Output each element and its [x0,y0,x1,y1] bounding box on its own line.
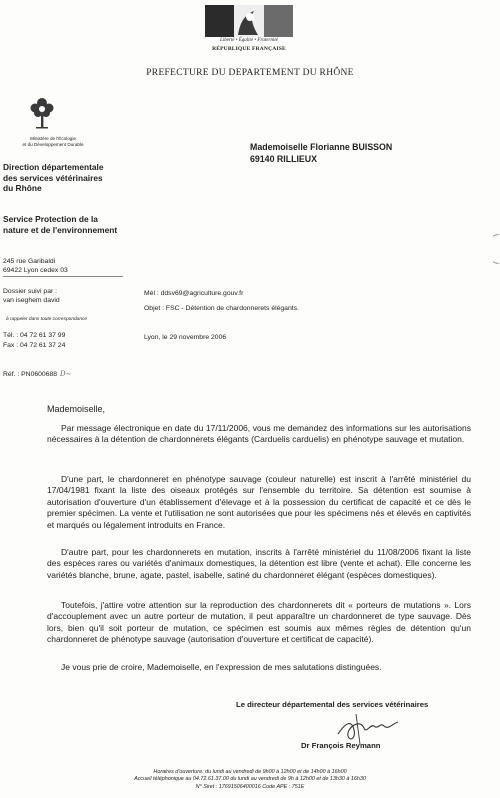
phone-number: Tél. : 04 72 61 37 99 [3,332,66,339]
prefecture-heading: PREFECTURE DU DEPARTEMENT DU RHÔNE [146,68,354,78]
flag-icon [205,5,293,37]
sender-service [3,214,143,235]
service-line: Service Protection de la [3,214,98,224]
paragraph [47,662,471,673]
ministry-line: Ministère de l'Écologie [30,136,76,141]
ministry-name [8,136,98,147]
republic-motto: Liberté • Égalité • Fraternité [220,38,278,43]
signatory-name: Dr François Reymann [301,741,381,750]
paragraph [47,474,471,531]
address-line: 245 rue Garibaldi [3,258,56,265]
footer-hours: Horaires d'ouverture: du lundi au vendredi de 9h00 à 12h00 et de 14h00 à 16h00 [153,769,347,775]
paragraph-text: D'autre part, pour les chardonnerets en mutation, inscrits à l'arrêté ministériel du 11/08/2006 fixant la liste des espèces rares ou variétés d'animaux domestiques, la détention est libre (vente et achat). Elle concerne les variétés blanche, brune, agate, pastel, isabelle, satiné du chardonneret élégant (espèces domestiques). [47,547,471,580]
reference [3,370,183,378]
recall-note: à rappeler dans toute correspondance [6,317,88,322]
sender-address [3,258,133,275]
signatory-title: Le directeur départemental des services vétérinaires [236,700,429,709]
ministry-line: et du Développement Durable [22,141,84,147]
department-line: du Rhône [3,183,42,193]
paragraph-text: Je vous prie de croire, Mademoiselle, en l'expression de mes salutations distinguées. [61,662,382,672]
recipient-block [250,141,490,165]
dossier-name: van iseghem david [3,296,60,304]
reference-number: Réf. : PN0600688 [3,371,58,378]
republic-label: RÉPUBLIQUE FRANÇAISE [212,46,286,52]
paragraph-text: D'une part, le chardonneret en phénotype sauvage (couleur naturelle) est inscrit à l'arrêté ministériel du 17/04/1981 fixant la liste des oiseaux protégés sur l'ensemble du territoire. Sa détention est soumise à autorisation d'ouverture d'un établissement d'élevage et à la possession du certificat de capacité et ce dès le premier spécimen. La vente et l'utilisation ne sont autorisées que pour les spécimens nés et élevés en captivités et marqués ou légalement introduits en France. [47,474,471,530]
department-line: des services vétérinaires [3,172,103,183]
fax-number: Fax : 04 72 61 37 24 [3,341,66,349]
address-line: 69422 Lyon cedex 03 [3,266,68,274]
paragraph [47,547,471,581]
paragraph-text: Toutefois, j'attire votre attention sur la reproduction des chardonnerets dit « porteurs de mutations ». Lors d'accouplement avec un autre porteur de mutation, il peut apparaître un chardonneret de type sauvage. Dès lors, bien qu'il soit porteur de mutation, ce spécimen est soumis aux mêmes règles de détention qu'un chardonneret de phénotype sauvage (autorisation d'ouverture et certificat de capacité). [47,600,471,645]
marianne-logo [205,5,293,57]
handwritten-initials: D∼ [60,370,72,378]
address-divider [3,276,123,277]
dossier-label: Dossier suivi par : [3,288,58,295]
date-line: Lyon, le 29 novembre 2006 [144,334,227,341]
service-line: nature et de l'environnement [3,224,118,235]
recipient-name: Mademoiselle Florianne BUISSON [250,142,393,152]
department-line: Direction départementale [3,162,104,172]
footer-info [0,769,500,791]
paragraph [47,600,471,646]
sender-department [3,162,143,194]
dossier-info [3,288,143,305]
footer-siret: N° Siret : 17691506400016 Code APE : 751E [195,783,305,790]
footer-phone-hours: Accueil téléphonique au 04.72.61.37.00 du lundi au vendredi de 9h à 12h00 et de 13h30 à 16h30 [134,776,366,783]
contact-numbers [3,331,143,350]
subject-line: Objet : FSC - Détention de chardonnerets élégants. [144,305,299,312]
ministry-tree-icon [27,96,57,130]
scan-mark [493,234,499,264]
email-line: Mél : ddsv69@agriculture.gouv.fr [144,290,244,297]
salutation: Mademoiselle, [47,404,106,414]
paragraph-text: Par message électronique en date du 17/11/2006, vous me demandez des informations sur les autorisations nécessaires à la détention de chardonnerets élégants (Carduelis carduelis) en phénotype sauvage et mutation. [47,423,471,445]
paragraph [47,423,471,446]
recipient-city: 69140 RILLIEUX [250,154,317,164]
